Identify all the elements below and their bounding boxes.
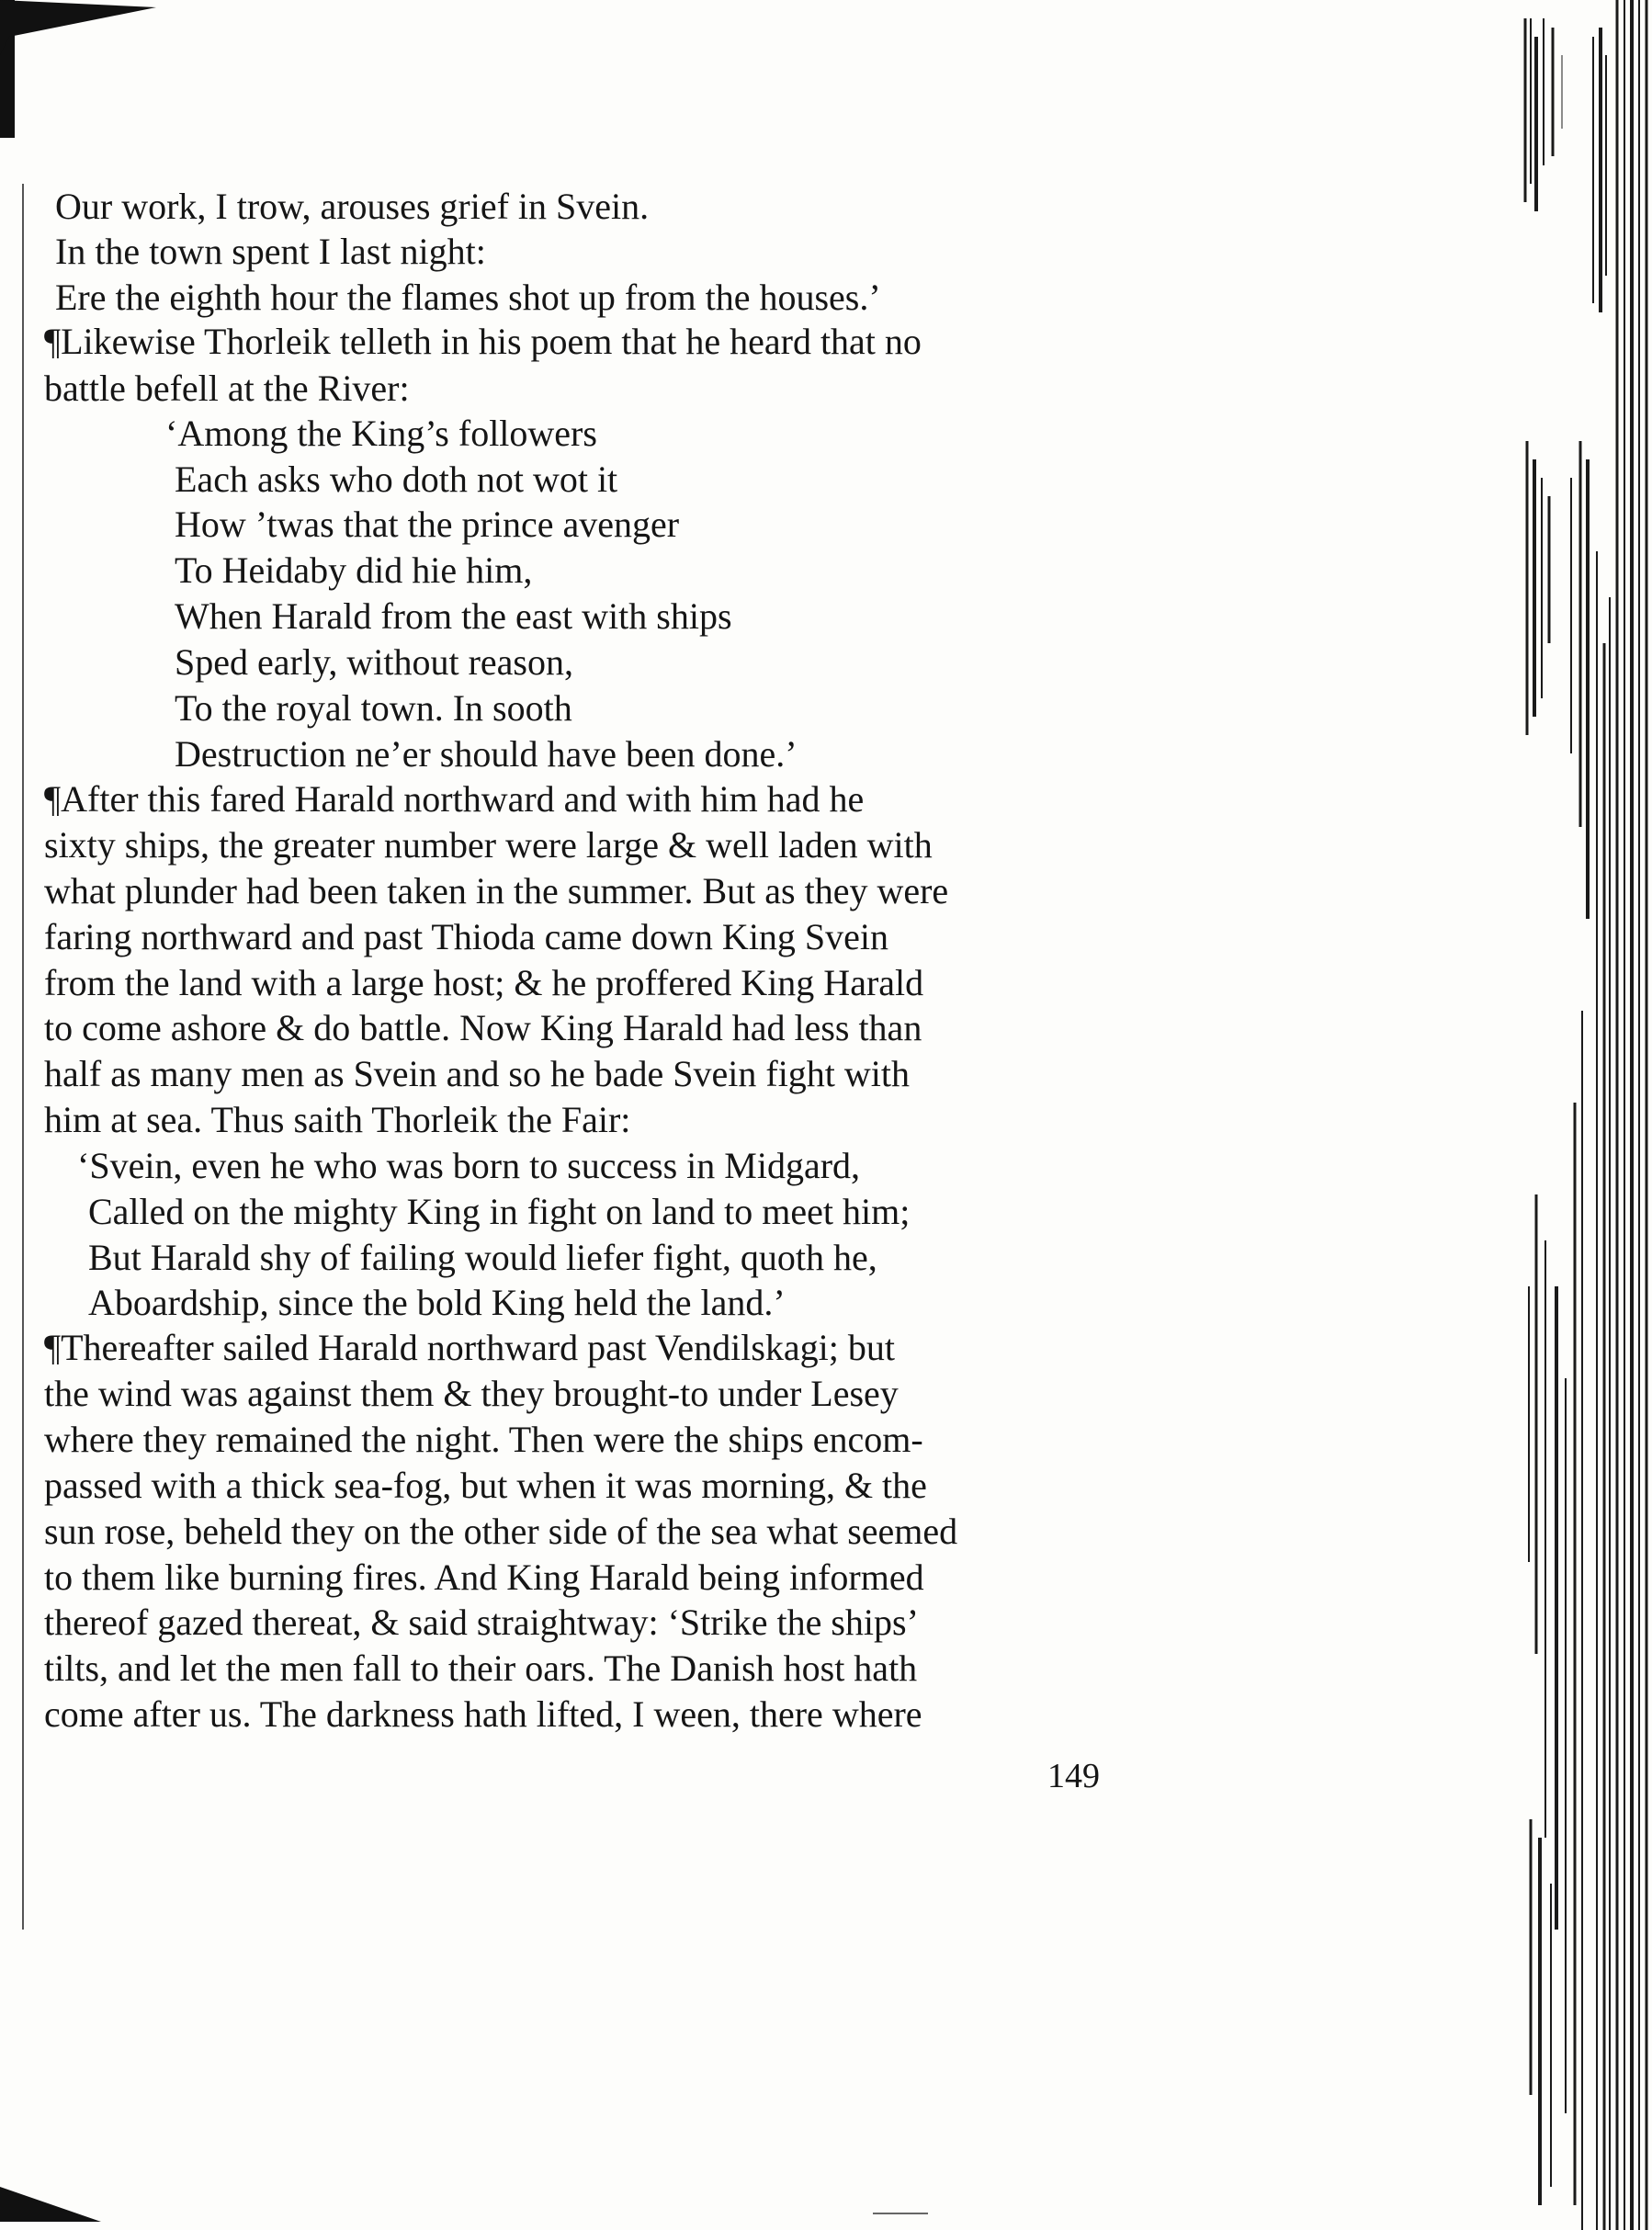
text-line: tilts, and let the men fall to their oars. The Danish host hath	[44, 1647, 918, 1689]
verse-line: Called on the mighty King in fight on land to meet him;	[88, 1191, 911, 1232]
verse-line: But Harald shy of failing would liefer fight, quoth he,	[88, 1237, 877, 1278]
verse-line: ‘Svein, even he who was born to success in Midgard,	[77, 1145, 861, 1186]
text-line: sun rose, beheld they on the other side of the sea what seemed	[44, 1511, 958, 1552]
text-line: passed with a thick sea-fog, but when it was morning, & the	[44, 1465, 927, 1506]
verse-line: Sped early, without reason,	[175, 641, 573, 683]
text-line: ¶Likewise Thorleik telleth in his poem that he heard that no	[44, 321, 922, 362]
text-line: Ere the eighth hour the flames shot up from the houses.’	[55, 277, 881, 318]
text-line: the wind was against them & they brought-to under Lesey	[44, 1373, 899, 1414]
text-line: thereof gazed thereat, & said straightway: ‘Strike the ships’	[44, 1602, 919, 1643]
binding-gutter	[1516, 0, 1652, 2230]
text-line: In the town spent I last night:	[55, 231, 486, 272]
verse-line: Destruction ne’er should have been done.’	[175, 733, 798, 775]
text-line: faring northward and past Thioda came down King Svein	[44, 916, 889, 957]
text-line: where they remained the night. Then were the ships encom-	[44, 1419, 923, 1460]
verse-line: To the royal town. In sooth	[175, 687, 572, 729]
verse-line: To Heidaby did hie him,	[175, 549, 533, 591]
page-number: 149	[1047, 1757, 1100, 1795]
text-line: Our work, I trow, arouses grief in Svein.	[55, 186, 650, 227]
verse-line: When Harald from the east with ships	[175, 595, 732, 637]
text-line: to them like burning fires. And King Harald being informed	[44, 1556, 924, 1598]
text-line: half as many men as Svein and so he bade Svein fight with	[44, 1053, 911, 1094]
verse-line: How ’twas that the prince avenger	[175, 504, 680, 545]
text-line: ¶Thereafter sailed Harald northward past Vendilskagi; but	[44, 1327, 895, 1368]
text-line: sixty ships, the greater number were large & well laden with	[44, 824, 933, 866]
verse-line: ‘Among the King’s followers	[165, 413, 597, 454]
verse-line: Aboardship, since the bold King held the land.’	[88, 1282, 786, 1323]
text-line: come after us. The darkness hath lifted, I ween, there where	[44, 1693, 922, 1735]
text-line: him at sea. Thus saith Thorleik the Fair:	[44, 1099, 631, 1140]
text-line: ¶After this fared Harald northward and with him had he	[44, 778, 865, 820]
text-line: battle befell at the River:	[44, 368, 410, 409]
text-line: what plunder had been taken in the summer. But as they were	[44, 870, 949, 911]
verse-line: Each asks who doth not wot it	[175, 458, 618, 500]
text-line: to come ashore & do battle. Now King Harald had less than	[44, 1007, 922, 1048]
text-line: from the land with a large host; & he proffered King Harald	[44, 962, 924, 1003]
